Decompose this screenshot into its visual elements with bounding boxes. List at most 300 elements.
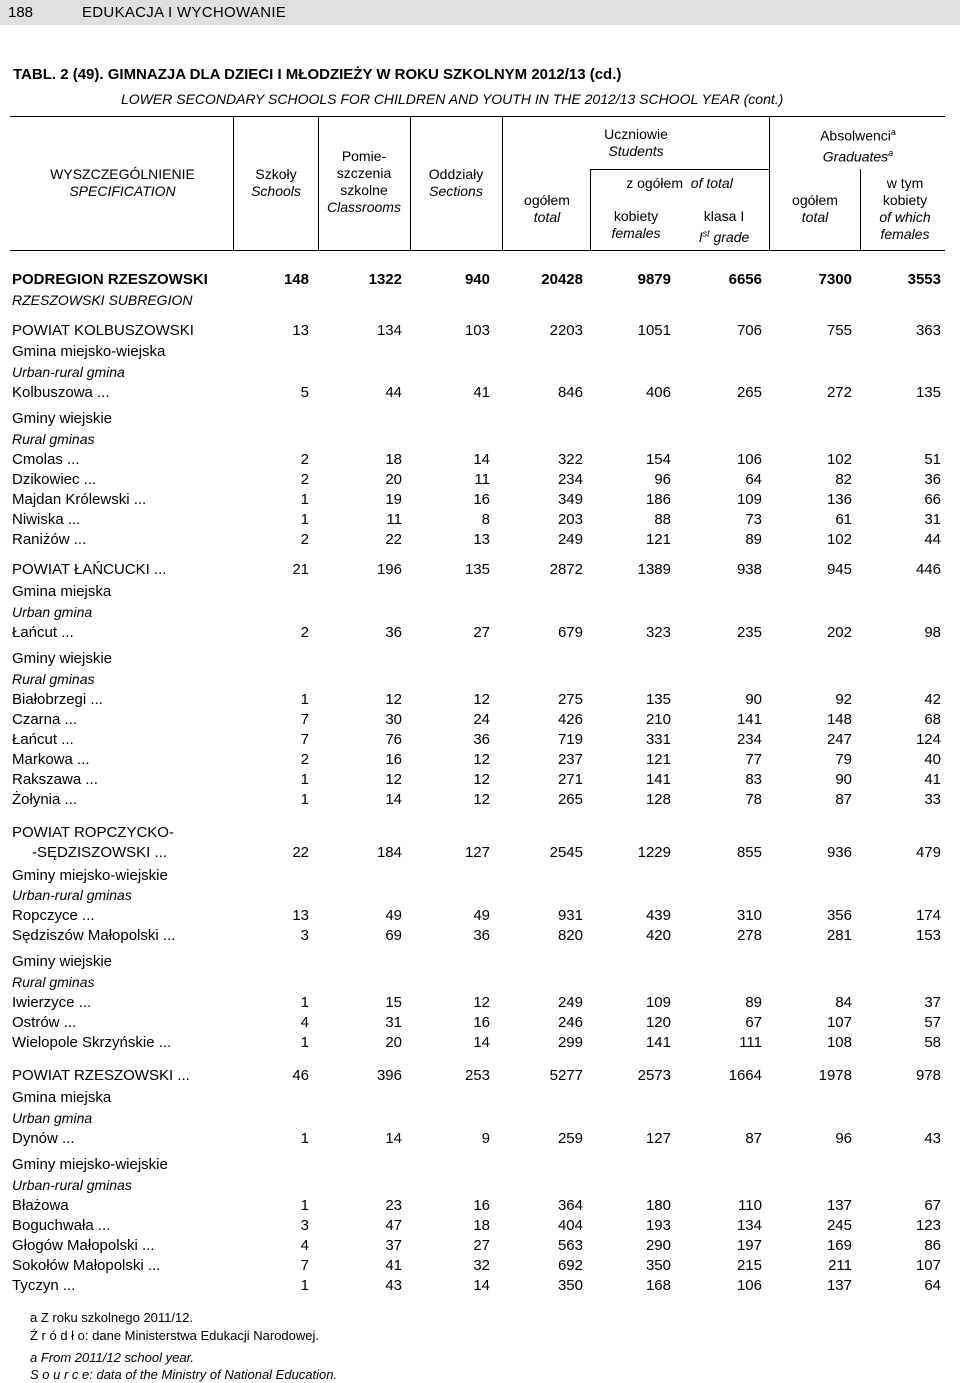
group-label-en: Rural gminas <box>12 671 95 687</box>
table-row <box>0 561 960 581</box>
table-row <box>0 751 960 771</box>
header-students: Uczniowie Students <box>604 126 668 159</box>
cell-value: 76 <box>385 731 402 748</box>
cell-value: 137 <box>826 1277 852 1294</box>
cell-value: 36 <box>473 927 490 944</box>
row-label: POWIAT ŁAŃCUCKI ... <box>12 561 167 578</box>
cell-value: 940 <box>464 271 490 288</box>
cell-value: 106 <box>736 1277 762 1294</box>
row-label: Dynów ... <box>12 1130 75 1147</box>
cell-value: 479 <box>915 844 941 861</box>
cell-value: 196 <box>376 561 402 578</box>
cell-value: 64 <box>924 1277 941 1294</box>
row-label: Markowa ... <box>12 751 90 768</box>
table-title-en: LOWER SECONDARY SCHOOLS FOR CHILDREN AND YOUTH IN THE 2012/13 SCHOOL YEAR (cont.) <box>121 91 784 107</box>
cell-value: 3553 <box>907 271 941 288</box>
cell-value: 679 <box>557 624 583 641</box>
row-label: Ostrów ... <box>12 1014 77 1031</box>
cell-value: 49 <box>385 907 402 924</box>
cell-value: 2872 <box>549 561 583 578</box>
cell-value: 692 <box>557 1257 583 1274</box>
cell-value: 88 <box>654 511 671 528</box>
cell-value: 37 <box>385 1237 402 1254</box>
group-label-en: Urban-rural gminas <box>12 1177 132 1193</box>
cell-value: 9 <box>481 1130 490 1147</box>
row-label: Głogów Małopolski ... <box>12 1237 155 1254</box>
cell-value: 31 <box>924 511 941 528</box>
row-label: POWIAT RZESZOWSKI ... <box>12 1067 190 1084</box>
cell-value: 265 <box>557 791 583 808</box>
cell-value: 102 <box>826 451 852 468</box>
cell-value: 22 <box>385 531 402 548</box>
cell-value: 1 <box>300 691 309 708</box>
cell-value: 281 <box>826 927 852 944</box>
cell-value: 44 <box>385 384 402 401</box>
cell-value: 1 <box>300 791 309 808</box>
row-label: Białobrzegi ... <box>12 691 103 708</box>
table-row <box>0 927 960 947</box>
table-row <box>0 1130 960 1150</box>
cell-value: 89 <box>745 531 762 548</box>
cell-value: 30 <box>385 711 402 728</box>
cell-value: 11 <box>386 511 402 528</box>
cell-value: 82 <box>835 471 852 488</box>
cell-value: 14 <box>473 1277 490 1294</box>
cell-value: 49 <box>473 907 490 924</box>
cell-value: 67 <box>924 1197 941 1214</box>
cell-value: 7 <box>300 1257 309 1274</box>
cell-value: 46 <box>292 1067 309 1084</box>
cell-value: 855 <box>736 844 762 861</box>
cell-value: 21 <box>292 561 309 578</box>
table-row <box>0 271 960 291</box>
cell-value: 350 <box>557 1277 583 1294</box>
table-row <box>0 1197 960 1217</box>
cell-value: 14 <box>473 451 490 468</box>
group-label: Gminy miejsko-wiejskie <box>12 867 168 884</box>
cell-value: 77 <box>745 751 762 768</box>
cell-value: 169 <box>826 1237 852 1254</box>
header-of-total: z ogółem of total <box>626 175 733 191</box>
table-row <box>0 1034 960 1054</box>
cell-value: 237 <box>557 751 583 768</box>
cell-value: 41 <box>385 1257 402 1274</box>
row-label: Iwierzyce ... <box>12 994 92 1011</box>
col-divider <box>233 116 234 250</box>
cell-value: 12 <box>473 751 490 768</box>
cell-value: 57 <box>924 1014 941 1031</box>
cell-value: 1 <box>300 1034 309 1051</box>
cell-value: 106 <box>736 451 762 468</box>
cell-value: 323 <box>645 624 671 641</box>
cell-value: 79 <box>835 751 852 768</box>
cell-value: 4 <box>300 1014 309 1031</box>
cell-value: 3 <box>300 927 309 944</box>
cell-value: 36 <box>473 731 490 748</box>
cell-value: 111 <box>739 1034 762 1051</box>
group-label-en: Urban-rural gmina <box>12 364 125 380</box>
cell-value: 96 <box>654 471 671 488</box>
cell-value: 210 <box>645 711 671 728</box>
group-label-en: Rural gminas <box>12 974 95 990</box>
table-row <box>0 711 960 731</box>
cell-value: 154 <box>645 451 671 468</box>
cell-value: 1 <box>300 994 309 1011</box>
cell-value: 2 <box>300 451 309 468</box>
cell-value: 1322 <box>368 271 402 288</box>
table-row <box>0 491 960 511</box>
header-specification: WYSZCZEGÓLNIENIE SPECIFICATION <box>50 166 195 199</box>
group-label-en: Urban gmina <box>12 1110 93 1126</box>
cell-value: 2 <box>300 751 309 768</box>
cell-value: 446 <box>915 561 941 578</box>
cell-value: 253 <box>464 1067 490 1084</box>
group-label: Gminy wiejskie <box>12 410 113 427</box>
cell-value: 12 <box>473 791 490 808</box>
cell-value: 1978 <box>818 1067 852 1084</box>
cell-value: 9879 <box>637 271 671 288</box>
cell-value: 310 <box>736 907 762 924</box>
group-label: Gmina miejsko-wiejska <box>12 343 166 360</box>
cell-value: 931 <box>557 907 583 924</box>
cell-value: 846 <box>557 384 583 401</box>
cell-value: 141 <box>645 1034 671 1051</box>
group-label: Gmina miejska <box>12 1089 112 1106</box>
cell-value: 44 <box>924 531 941 548</box>
cell-value: 1051 <box>637 322 671 339</box>
footnote-pl: a Z roku szkolnego 2011/12. <box>30 1310 194 1325</box>
col-subheader-rule <box>590 169 769 170</box>
cell-value: 16 <box>473 1014 490 1031</box>
table-row <box>0 1237 960 1257</box>
cell-value: 66 <box>924 491 941 508</box>
group-label-en: Rural gminas <box>12 431 95 447</box>
table-row <box>0 624 960 644</box>
cell-value: 51 <box>924 451 941 468</box>
cell-value: 127 <box>645 1130 671 1147</box>
header-schools: Szkoły Schools <box>251 166 301 199</box>
cell-value: 16 <box>385 751 402 768</box>
cell-value: 20 <box>385 1034 402 1051</box>
cell-value: 134 <box>736 1217 762 1234</box>
cell-value: 120 <box>645 1014 671 1031</box>
row-label: Rakszawa ... <box>12 771 98 788</box>
table-row <box>0 691 960 711</box>
cell-value: 128 <box>645 791 671 808</box>
cell-value: 245 <box>826 1217 852 1234</box>
cell-value: 110 <box>738 1197 762 1214</box>
cell-value: 134 <box>376 322 402 339</box>
cell-value: 135 <box>464 561 490 578</box>
cell-value: 2545 <box>549 844 583 861</box>
row-label: Ropczyce ... <box>12 907 95 924</box>
cell-value: 84 <box>835 994 852 1011</box>
cell-value: 1 <box>300 1130 309 1147</box>
cell-value: 14 <box>385 791 402 808</box>
cell-value: 15 <box>385 994 402 1011</box>
cell-value: 174 <box>915 907 941 924</box>
cell-value: 278 <box>736 927 762 944</box>
cell-value: 41 <box>924 771 941 788</box>
row-label: Sokołów Małopolski ... <box>12 1257 161 1274</box>
header-females: kobiety females <box>611 208 661 241</box>
cell-value: 87 <box>835 791 852 808</box>
cell-value: 37 <box>924 994 941 1011</box>
cell-value: 141 <box>645 771 671 788</box>
cell-value: 127 <box>464 844 490 861</box>
cell-value: 121 <box>645 751 671 768</box>
cell-value: 92 <box>835 691 852 708</box>
cell-value: 12 <box>385 691 402 708</box>
cell-value: 153 <box>915 927 941 944</box>
cell-value: 936 <box>826 844 852 861</box>
cell-value: 271 <box>557 771 583 788</box>
group-label: POWIAT ROPCZYCKO- <box>12 824 174 841</box>
row-label: Boguchwała ... <box>12 1217 111 1234</box>
cell-value: 89 <box>745 994 762 1011</box>
cell-value: 290 <box>645 1237 671 1254</box>
cell-value: 184 <box>376 844 402 861</box>
row-label: Cmolas ... <box>12 451 80 468</box>
table-row <box>0 731 960 751</box>
cell-value: 20428 <box>541 271 583 288</box>
source-en: S o u r c e: data of the Ministry of National Education. <box>30 1367 338 1382</box>
cell-value: 18 <box>473 1217 490 1234</box>
cell-value: 4 <box>300 1237 309 1254</box>
cell-value: 43 <box>385 1277 402 1294</box>
cell-value: 363 <box>915 322 941 339</box>
cell-value: 706 <box>736 322 762 339</box>
cell-value: 272 <box>826 384 852 401</box>
cell-value: 32 <box>473 1257 490 1274</box>
table-row <box>0 907 960 927</box>
cell-value: 299 <box>557 1034 583 1051</box>
cell-value: 13 <box>292 907 309 924</box>
group-label-en: Urban gmina <box>12 604 93 620</box>
cell-value: 36 <box>385 624 402 641</box>
group-label-en: RZESZOWSKI SUBREGION <box>12 292 193 308</box>
row-label: Niwiska ... <box>12 511 81 528</box>
cell-value: 249 <box>557 994 583 1011</box>
table-title-pl: TABL. 2 (49). GIMNAZJA DLA DZIECI I MŁODZIEŻY W ROKU SZKOLNYM 2012/13 (cd.) <box>13 66 622 83</box>
cell-value: 168 <box>645 1277 671 1294</box>
col-divider <box>769 116 770 250</box>
header-students-total: ogółem total <box>524 192 570 225</box>
cell-value: 12 <box>385 771 402 788</box>
cell-value: 102 <box>826 531 852 548</box>
cell-value: 439 <box>645 907 671 924</box>
cell-value: 215 <box>736 1257 762 1274</box>
group-label: Gminy miejsko-wiejskie <box>12 1156 168 1173</box>
row-label: Łańcut ... <box>12 731 74 748</box>
cell-value: 12 <box>473 994 490 1011</box>
table-row <box>0 1014 960 1034</box>
cell-value: 1664 <box>728 1067 762 1084</box>
cell-value: 27 <box>473 1237 490 1254</box>
cell-value: 1 <box>300 1277 309 1294</box>
col-divider <box>590 169 591 250</box>
cell-value: 137 <box>826 1197 852 1214</box>
cell-value: 197 <box>736 1237 762 1254</box>
row-label: POWIAT KOLBUSZOWSKI <box>12 322 194 339</box>
cell-value: 203 <box>557 511 583 528</box>
cell-value: 124 <box>915 731 941 748</box>
table-row <box>0 511 960 531</box>
cell-value: 235 <box>736 624 762 641</box>
group-label-en: Urban-rural gminas <box>12 887 132 903</box>
cell-value: 247 <box>826 731 852 748</box>
cell-value: 18 <box>385 451 402 468</box>
cell-value: 136 <box>826 491 852 508</box>
table-row <box>0 451 960 471</box>
table-top-rule <box>10 116 945 117</box>
cell-value: 5 <box>300 384 309 401</box>
table-row <box>0 384 960 404</box>
cell-value: 234 <box>557 471 583 488</box>
cell-value: 98 <box>924 624 941 641</box>
table-row <box>0 771 960 791</box>
cell-value: 90 <box>745 691 762 708</box>
cell-value: 211 <box>828 1257 852 1274</box>
cell-value: 420 <box>645 927 671 944</box>
cell-value: 1 <box>300 511 309 528</box>
cell-value: 719 <box>557 731 583 748</box>
table-row <box>0 1257 960 1277</box>
cell-value: 7 <box>300 731 309 748</box>
header-graduates-total: ogółem total <box>792 192 838 225</box>
col-divider <box>410 116 411 250</box>
cell-value: 67 <box>745 1014 762 1031</box>
header-sections: Oddziały Sections <box>428 166 484 199</box>
cell-value: 108 <box>826 1034 852 1051</box>
row-label: Łańcut ... <box>12 624 74 641</box>
cell-value: 259 <box>557 1130 583 1147</box>
cell-value: 2573 <box>637 1067 671 1084</box>
cell-value: 2203 <box>549 322 583 339</box>
group-label: Gmina miejska <box>12 583 112 600</box>
cell-value: 6656 <box>728 271 762 288</box>
table-row <box>0 791 960 811</box>
running-header <box>0 0 960 25</box>
cell-value: 1 <box>300 771 309 788</box>
table-row <box>0 994 960 1014</box>
cell-value: 563 <box>557 1237 583 1254</box>
cell-value: 27 <box>473 624 490 641</box>
row-label: Wielopole Skrzyńskie ... <box>12 1034 172 1051</box>
cell-value: 356 <box>826 907 852 924</box>
cell-value: 19 <box>385 491 402 508</box>
row-label: Błażowa <box>12 1197 69 1214</box>
row-label: Kolbuszowa ... <box>12 384 110 401</box>
row-label: PODREGION RZESZOWSKI <box>12 271 208 288</box>
col-divider <box>860 169 861 250</box>
cell-value: 73 <box>745 511 762 528</box>
cell-value: 8 <box>481 511 490 528</box>
cell-value: 11 <box>474 471 490 488</box>
header-classrooms: Pomie- szczenia szkolne Classrooms <box>327 148 401 215</box>
table-row <box>0 1067 960 1087</box>
cell-value: 978 <box>915 1067 941 1084</box>
cell-value: 396 <box>376 1067 402 1084</box>
cell-value: 16 <box>473 1197 490 1214</box>
cell-value: 938 <box>736 561 762 578</box>
source-pl: Ź r ó d ł o: dane Ministerstwa Edukacji Narodowej. <box>30 1328 320 1343</box>
cell-value: 202 <box>826 624 852 641</box>
row-label: Tyczyn ... <box>12 1277 76 1294</box>
cell-value: 135 <box>915 384 941 401</box>
cell-value: 103 <box>464 322 490 339</box>
cell-value: 22 <box>292 844 309 861</box>
page-number: 188 <box>8 4 34 21</box>
header-graduates-females: w tym kobiety of which females <box>879 175 931 242</box>
cell-value: 12 <box>473 691 490 708</box>
cell-value: 755 <box>826 322 852 339</box>
cell-value: 109 <box>736 491 762 508</box>
cell-value: 86 <box>924 1237 941 1254</box>
cell-value: 186 <box>645 491 671 508</box>
cell-value: 14 <box>385 1130 402 1147</box>
row-label: Czarna ... <box>12 711 78 728</box>
cell-value: 331 <box>645 731 671 748</box>
cell-value: 83 <box>745 771 762 788</box>
cell-value: 135 <box>645 691 671 708</box>
cell-value: 96 <box>835 1130 852 1147</box>
cell-value: 121 <box>645 531 671 548</box>
table-header-rule <box>10 250 945 251</box>
table-row <box>0 844 960 864</box>
cell-value: 68 <box>924 711 941 728</box>
cell-value: 36 <box>924 471 941 488</box>
cell-value: 1 <box>300 1197 309 1214</box>
header-first-grade: klasa I Ist grade <box>698 208 750 245</box>
cell-value: 16 <box>473 491 490 508</box>
table-row <box>0 471 960 491</box>
cell-value: 945 <box>826 561 852 578</box>
cell-value: 2 <box>300 624 309 641</box>
cell-value: 61 <box>835 511 852 528</box>
cell-value: 64 <box>745 471 762 488</box>
cell-value: 426 <box>557 711 583 728</box>
cell-value: 193 <box>645 1217 671 1234</box>
cell-value: 406 <box>645 384 671 401</box>
row-label: -SĘDZISZOWSKI ... <box>32 844 168 861</box>
cell-value: 1229 <box>637 844 671 861</box>
table-row <box>0 1277 960 1297</box>
header-graduates: Absolwenci$^a$ Graduates$^a$ <box>820 127 896 165</box>
row-label: Dzikowiec ... <box>12 471 97 488</box>
cell-value: 47 <box>385 1217 402 1234</box>
cell-value: 249 <box>557 531 583 548</box>
cell-value: 2 <box>300 531 309 548</box>
cell-value: 87 <box>745 1130 762 1147</box>
cell-value: 349 <box>557 491 583 508</box>
cell-value: 148 <box>826 711 852 728</box>
cell-value: 41 <box>473 384 490 401</box>
cell-value: 14 <box>473 1034 490 1051</box>
cell-value: 42 <box>924 691 941 708</box>
cell-value: 141 <box>736 711 762 728</box>
cell-value: 234 <box>736 731 762 748</box>
cell-value: 31 <box>385 1014 402 1031</box>
cell-value: 43 <box>924 1130 941 1147</box>
cell-value: 40 <box>924 751 941 768</box>
row-label: Żołynia ... <box>12 791 78 808</box>
cell-value: 265 <box>736 384 762 401</box>
cell-value: 58 <box>924 1034 941 1051</box>
cell-value: 148 <box>283 271 309 288</box>
cell-value: 78 <box>745 791 762 808</box>
cell-value: 33 <box>924 791 941 808</box>
